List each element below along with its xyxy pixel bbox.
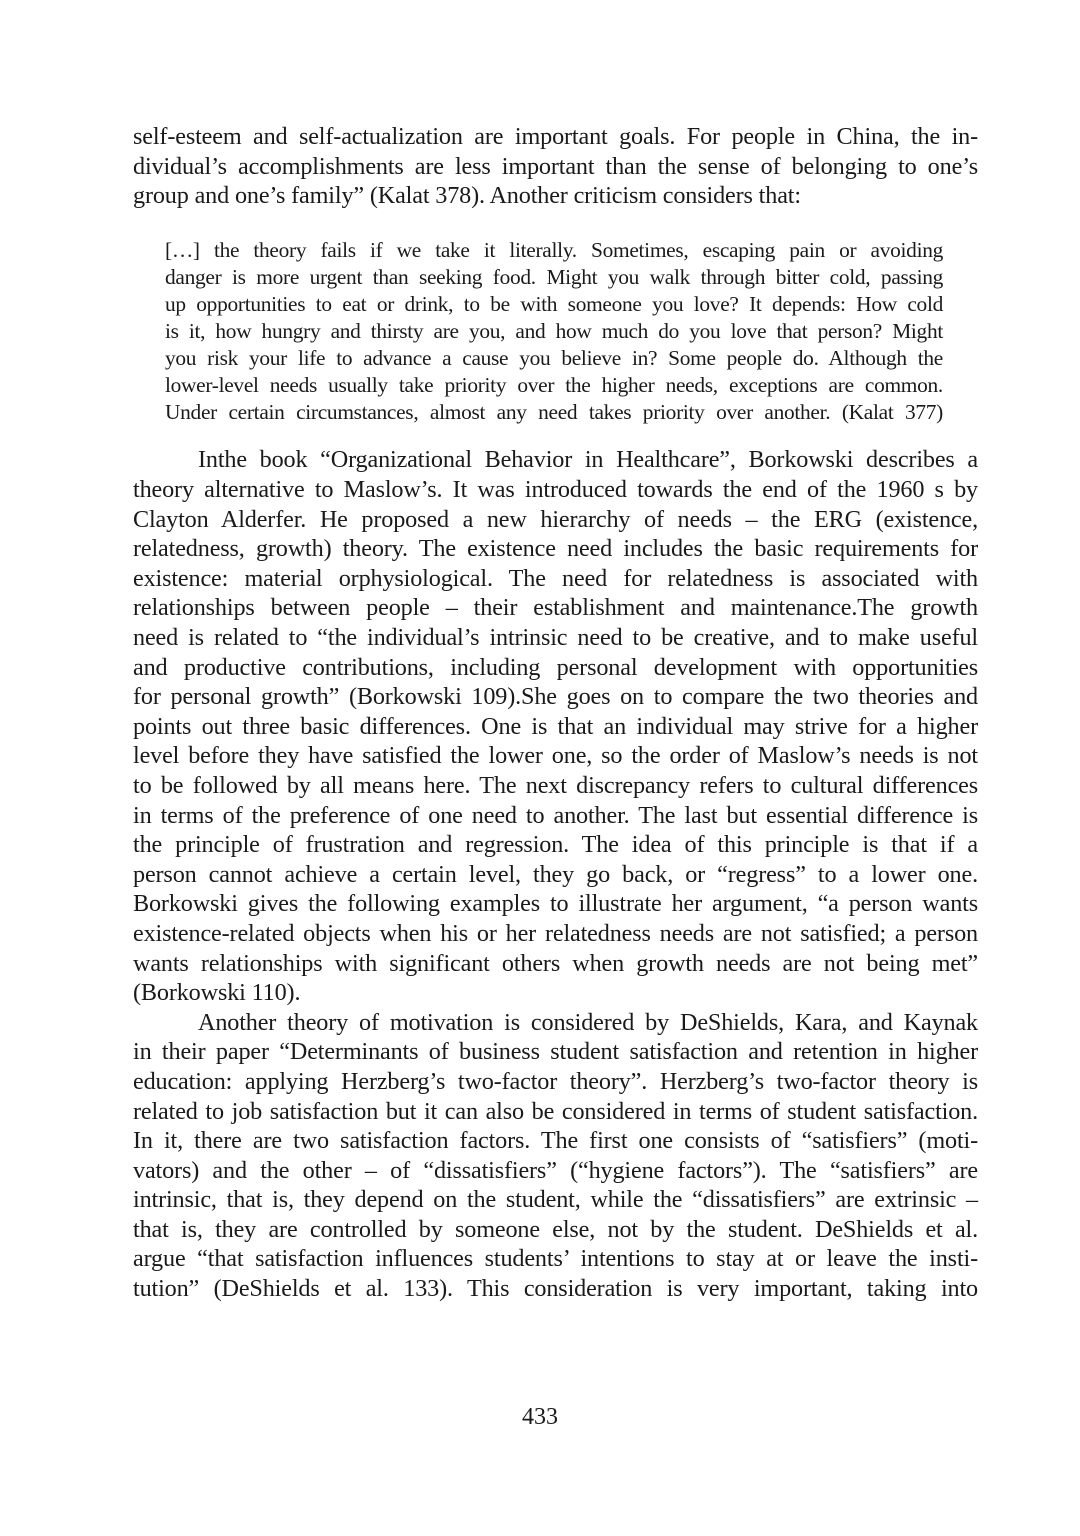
- text-line: need is related to “the individual’s intrinsic need to be creative, and to make useful: [133, 624, 978, 651]
- spacer: [133, 426, 978, 445]
- text-line: Borkowski gives the following examples to illustrate her argument, “a person wants: [133, 890, 978, 918]
- page-body: [133, 122, 978, 1304]
- text-line: that is, they are controlled by someone else, not by the student. DeShields et al.: [133, 1215, 978, 1243]
- text-line: Inthe book “Organizational Behavior in Healthcare”, Borkowski describes a: [198, 446, 978, 474]
- text-line: and productive contributions, including personal development with opportunities: [133, 653, 978, 681]
- quote-line: Under certain circumstances, almost any need takes priority over another. (Kalat 377): [165, 400, 943, 425]
- text-line: for personal growth” (Borkowski 109).She goes on to compare the two theories and: [133, 683, 978, 711]
- text-line: Another theory of motivation is considered by DeShields, Kara, and Kaynak: [198, 1008, 978, 1036]
- text-line: relationships between people – their establishment and maintenance.The growth: [133, 594, 978, 622]
- text-line: existence: material orphysiological. The need for relatedness is associated with: [133, 564, 978, 592]
- text-line: to be followed by all means here. The next discrepancy refers to cultural differences: [133, 771, 978, 799]
- text-line: in their paper “Determinants of business student satisfaction and retention in higher: [133, 1038, 978, 1066]
- quote-line: danger is more urgent than seeking food. Might you walk through bitter cold, passing: [165, 264, 943, 289]
- text-line: in terms of the preference of one need to another. The last but essential difference is: [133, 801, 978, 829]
- block-quote: [165, 237, 943, 427]
- quote-line: up opportunities to eat or drink, to be with someone you love? It depends: How cold: [165, 291, 943, 316]
- text-line: existence-related objects when his or her relatedness needs are not satisfied; a person: [133, 919, 978, 947]
- text-line: theory alternative to Maslow’s. It was introduced towards the end of the 1960 s by: [133, 476, 978, 504]
- text-line: (Borkowski 110).: [133, 979, 301, 1007]
- text-line: related to job satisfaction but it can also be considered in terms of student satisfaction.: [133, 1097, 978, 1125]
- text-line: group and one’s family” (Kalat 378). Another criticism considers that:: [133, 182, 801, 210]
- erg-paragraph: [133, 445, 978, 1007]
- continuation-paragraph: [133, 122, 978, 211]
- text-line: Clayton Alderfer. He proposed a new hierarchy of needs – the ERG (existence,: [133, 505, 978, 533]
- text-line: self-esteem and self-actualization are important goals. For people in China, the in-: [133, 123, 978, 150]
- quote-line: you risk your life to advance a cause you believe in? Some people do. Although the: [165, 346, 943, 371]
- quote-line: lower-level needs usually take priority over the higher needs, exceptions are common.: [165, 373, 943, 398]
- quote-line: […] the theory fails if we take it literally. Sometimes, escaping pain or avoiding: [165, 237, 943, 262]
- page-number: 433: [522, 1404, 558, 1430]
- text-line: argue “that satisfaction influences students’ intentions to stay at or leave the insti-: [133, 1245, 978, 1273]
- text-line: person cannot achieve a certain level, they go back, or “regress” to a lower one.: [133, 860, 978, 888]
- text-line: level before they have satisfied the lower one, so the order of Maslow’s needs is not: [133, 742, 978, 770]
- text-line: In it, there are two satisfaction factors. The first one consists of “satisfiers” (moti-: [133, 1127, 978, 1155]
- text-line: points out three basic differences. One is that an individual may strive for a higher: [133, 712, 978, 740]
- text-line: wants relationships with significant others when growth needs are not being met”: [133, 949, 978, 977]
- text-line: relatedness, growth) theory. The existence need includes the basic requirements for: [133, 535, 978, 563]
- text-line: the principle of frustration and regression. The idea of this principle is that if a: [133, 831, 978, 859]
- text-line: intrinsic, that is, they depend on the student, while the “dissatisfiers” are extrinsic –: [133, 1186, 978, 1214]
- text-line: education: applying Herzberg’s two-factor theory”. Herzberg’s two-factor theory is: [133, 1067, 978, 1095]
- text-line: tution” (DeShields et al. 133). This consideration is very important, taking into: [133, 1275, 978, 1303]
- herzberg-paragraph: [133, 1008, 978, 1304]
- text-line: dividual’s accomplishments are less important than the sense of belonging to one’s: [133, 152, 978, 180]
- text-line: vators) and the other – of “dissatisfiers” (“hygiene factors”). The “satisfiers” are: [133, 1156, 978, 1184]
- quote-line: is it, how hungry and thirsty are you, and how much do you love that person? Might: [165, 319, 943, 344]
